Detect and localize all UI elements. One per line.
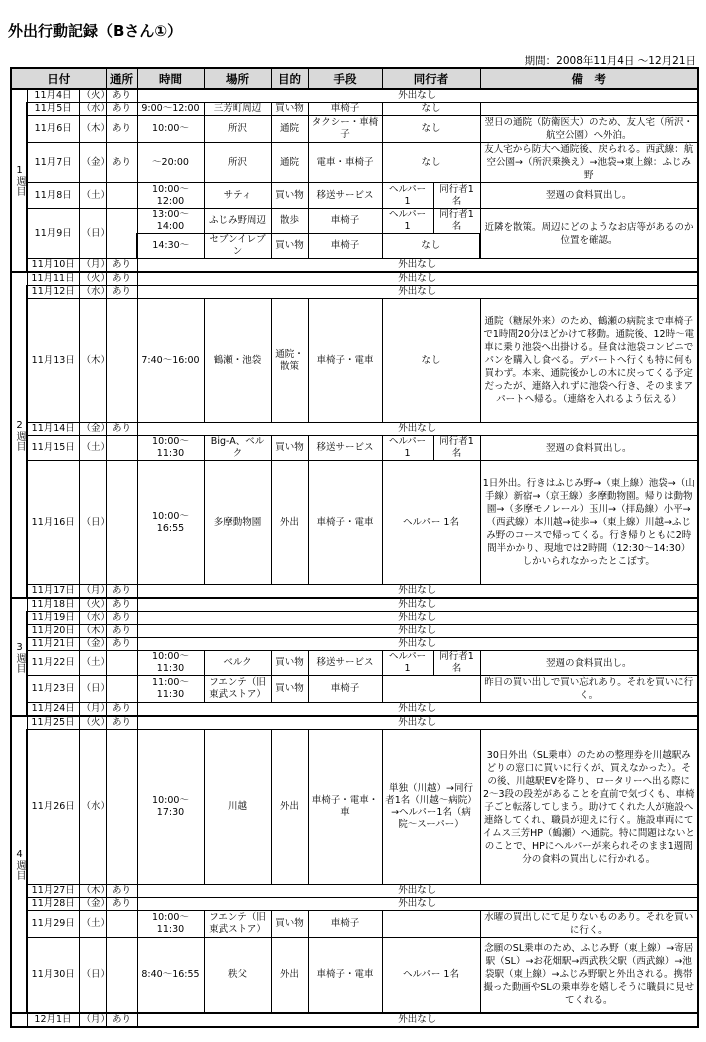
companion-cell: なし [382,116,480,143]
time-cell: 9:00〜12:00 [137,103,204,116]
no-outing-cell: 外出なし [137,898,698,911]
no-outing-cell: 外出なし [137,89,698,103]
companion-cell: 単独（川越）→同行者1名（川越〜病院）→ヘルパー1名（病院〜スーパー） [382,730,480,885]
weekday-cell: （土） [79,183,106,209]
place-cell: 川越 [204,730,271,885]
place-cell: ふじみ野周辺 [204,209,271,234]
date-cell: 11月8日 [27,183,79,209]
time-cell: 〜20:00 [137,143,204,183]
place-cell: 秩父 [204,938,271,1013]
weekday-cell: （月） [79,703,106,717]
table-row [11,259,698,273]
purpose-cell: 外出 [271,938,308,1013]
weekday-cell: （水） [79,286,106,299]
time-cell: 10:00〜 [137,116,204,143]
outing-cell: あり [106,716,137,730]
means-cell: タクシー・車椅子 [308,116,382,143]
week-label-empty [11,1013,27,1027]
table-row [11,651,698,676]
table-row [11,885,698,898]
outing-cell: あり [106,638,137,651]
date-cell: 11月14日 [27,423,79,436]
date-cell: 11月25日 [27,716,79,730]
header-outing: 通所 [106,68,137,89]
note-cell: 昨日の買い出しで買い忘れあり。それを買いに行く。 [480,676,698,703]
weekday-cell: （金） [79,423,106,436]
table-row [11,625,698,638]
weekday-cell: （水） [79,103,106,116]
note-cell [480,103,698,116]
place-cell: ベルク [204,651,271,676]
table-row [11,272,698,286]
companion-cell: なし [382,234,480,259]
header-companion: 同行者 [382,68,480,89]
date-cell: 11月20日 [27,625,79,638]
table-row [11,716,698,730]
purpose-cell: 買い物 [271,911,308,938]
date-cell: 11月7日 [27,143,79,183]
date-cell: 11月13日 [27,299,79,423]
weekday-cell: （土） [79,651,106,676]
companion-cell: なし [382,143,480,183]
outing-cell: あり [106,598,137,612]
place-cell: フエンテ（旧東武ストア） [204,676,271,703]
outing-cell: あり [106,89,137,103]
companion-cell: なし [382,103,480,116]
place-cell: 所沢 [204,116,271,143]
note-cell: 翌週の食料買出し。 [480,436,698,461]
purpose-cell: 外出 [271,730,308,885]
table-row [11,911,698,938]
companion-cell [382,911,480,938]
no-outing-cell: 外出なし [137,272,698,286]
weekday-cell: （火） [79,272,106,286]
table-row [11,143,698,183]
outing-cell: あり [106,286,137,299]
weekday-cell: （月） [79,1013,106,1027]
companion-cell [382,676,480,703]
weekday-cell: （日） [79,209,106,259]
means-cell: 車椅子・電車 [308,299,382,423]
week-label: 1週目 [11,89,27,272]
outing-cell: あり [106,885,137,898]
means-cell: 車椅子 [308,209,382,234]
weekday-cell: （水） [79,612,106,625]
header-row [11,68,698,89]
time-cell: 10:00〜11:30 [137,911,204,938]
page-title: 外出行動記録（Bさん①） [8,22,183,40]
date-cell: 11月24日 [27,703,79,717]
header-place: 場所 [204,68,271,89]
weekday-cell: （日） [79,676,106,703]
no-outing-cell: 外出なし [137,716,698,730]
table-row [11,676,698,703]
outing-cell [106,461,137,585]
table-row [11,286,698,299]
outing-cell [106,209,137,259]
weekday-cell: （木） [79,885,106,898]
date-cell: 11月28日 [27,898,79,911]
no-outing-cell: 外出なし [137,885,698,898]
time-cell: 10:00〜12:00 [137,183,204,209]
place-cell: 多摩動物園 [204,461,271,585]
time-cell: 10:00〜16:55 [137,461,204,585]
place-cell: セブンイレブン [204,234,271,259]
date-cell: 11月30日 [27,938,79,1013]
means-cell: 車椅子 [308,234,382,259]
outing-cell: あり [106,625,137,638]
purpose-cell: 外出 [271,461,308,585]
weekday-cell: （金） [79,638,106,651]
companion-cell: ヘルパー 1 [382,651,433,676]
weekday-cell: （木） [79,116,106,143]
companion-cell: ヘルパー 1 [382,209,433,234]
date-cell: 11月27日 [27,885,79,898]
weekday-cell: （火） [79,598,106,612]
means-cell: 電車・車椅子 [308,143,382,183]
table-row [11,730,698,885]
table-row [11,1013,698,1027]
companion-count-cell: 同行者1名 [433,209,480,234]
outing-cell: あり [106,259,137,273]
date-cell: 11月23日 [27,676,79,703]
date-cell: 11月10日 [27,259,79,273]
date-cell: 11月26日 [27,730,79,885]
table-row [11,103,698,116]
date-cell: 11月17日 [27,585,79,599]
place-cell: 鶴瀬・池袋 [204,299,271,423]
no-outing-cell: 外出なし [137,598,698,612]
no-outing-cell: 外出なし [137,286,698,299]
no-outing-cell: 外出なし [137,1013,698,1027]
header-purpose: 目的 [271,68,308,89]
header-notes: 備 考 [480,68,698,89]
means-cell: 車椅子・電車 [308,461,382,585]
table-row [11,612,698,625]
means-cell: 車椅子 [308,676,382,703]
outing-cell: あり [106,143,137,183]
means-cell: 移送サービス [308,436,382,461]
means-cell: 移送サービス [308,183,382,209]
outing-cell: あり [106,103,137,116]
outing-cell: あり [106,272,137,286]
no-outing-cell: 外出なし [137,625,698,638]
table-row [11,423,698,436]
table-row [11,461,698,585]
purpose-cell: 買い物 [271,676,308,703]
note-cell: 30日外出（SL乗車）のための整理券を川越駅みどりの窓口に買いに行くが、買えなかった）。その後、川越駅EVを降り、ロータリーへ出る際に2〜3段の段差があることを直前で気づくも、車椅子ごと転落してしまう。助けてくれた人が施設へ連絡してくれ、職員が迎えに行く。施設車両にてイムス三芳HP（鶴瀬）へ通院。特に問題はないとのことで、HPにヘルパーが来られそのまま1週間分の食料の買出しに行かれる。 [480,730,698,885]
outing-log-table [10,67,699,1028]
companion-cell: なし [382,299,480,423]
note-cell: 水曜の買出しにて足りないものあり。それを買いに行く。 [480,911,698,938]
note-cell: 翌週の食料買出し。 [480,651,698,676]
table-row [11,209,698,234]
date-cell: 11月16日 [27,461,79,585]
weekday-cell: （火） [79,716,106,730]
header-time: 時間 [137,68,204,89]
table-row [11,89,698,103]
date-cell: 11月21日 [27,638,79,651]
place-cell: Big-A、ベルク [204,436,271,461]
outing-cell: あり [106,585,137,599]
no-outing-cell: 外出なし [137,638,698,651]
outing-cell: あり [106,423,137,436]
table-row [11,116,698,143]
place-cell: 三芳町周辺 [204,103,271,116]
no-outing-cell: 外出なし [137,585,698,599]
date-cell: 11月15日 [27,436,79,461]
companion-cell: ヘルパー 1 [382,183,433,209]
time-cell: 7:40〜16:00 [137,299,204,423]
means-cell: 移送サービス [308,651,382,676]
purpose-cell: 買い物 [271,103,308,116]
time-cell: 14:30〜 [137,234,204,259]
date-cell: 11月22日 [27,651,79,676]
weekday-cell: （土） [79,911,106,938]
time-cell: 8:40〜16:55 [137,938,204,1013]
companion-count-cell: 同行者1名 [433,436,480,461]
outing-cell: あり [106,612,137,625]
companion-count-cell: 同行者1名 [433,183,480,209]
date-cell: 11月18日 [27,598,79,612]
purpose-cell: 散歩 [271,209,308,234]
date-cell: 11月6日 [27,116,79,143]
outing-cell [106,676,137,703]
means-cell: 車椅子 [308,911,382,938]
table-row [11,585,698,599]
outing-cell [106,183,137,209]
weekday-cell: （木） [79,625,106,638]
means-cell: 車椅子・電車・車 [308,730,382,885]
purpose-cell: 買い物 [271,651,308,676]
no-outing-cell: 外出なし [137,612,698,625]
weekday-cell: （金） [79,143,106,183]
outing-cell [106,938,137,1013]
outing-cell: あり [106,116,137,143]
outing-cell [106,730,137,885]
log-body [11,89,698,1027]
time-cell: 13:00〜14:00 [137,209,204,234]
table-row [11,436,698,461]
weekday-cell: （月） [79,585,106,599]
outing-cell [106,436,137,461]
time-cell: 10:00〜11:30 [137,436,204,461]
date-cell: 11月12日 [27,286,79,299]
place-cell: 所沢 [204,143,271,183]
place-cell: サティ [204,183,271,209]
week-label: 3週目 [11,598,27,716]
purpose-cell: 通院 [271,116,308,143]
outing-cell [106,299,137,423]
weekday-cell: （日） [79,938,106,1013]
weekday-cell: （金） [79,898,106,911]
date-cell: 12月1日 [27,1013,79,1027]
note-cell: 友人宅から防大へ通院後、戻られる。西武線：航空公園→（所沢乗換え）→池袋→東上線：ふじみ野 [480,143,698,183]
header-date: 日付 [11,68,106,89]
table-row [11,183,698,209]
table-row [11,938,698,1013]
date-cell: 11月19日 [27,612,79,625]
table-row [11,898,698,911]
weekday-cell: （火） [79,89,106,103]
companion-cell: ヘルパー 1名 [382,938,480,1013]
purpose-cell: 通院 [271,143,308,183]
place-cell: フエンテ（旧東武ストア） [204,911,271,938]
time-cell: 10:00〜11:30 [137,651,204,676]
week-label: 2週目 [11,272,27,598]
note-cell: 翌日の通院（防衛医大）のため、友人宅（所沢・航空公園）へ外泊。 [480,116,698,143]
date-cell: 11月11日 [27,272,79,286]
table-row [11,638,698,651]
note-cell: 翌週の食料買出し。 [480,183,698,209]
outing-cell [106,651,137,676]
outing-cell: あり [106,1013,137,1027]
no-outing-cell: 外出なし [137,259,698,273]
means-cell: 車椅子 [308,103,382,116]
weekday-cell: （土） [79,436,106,461]
means-cell: 車椅子・電車 [308,938,382,1013]
weekday-cell: （月） [79,259,106,273]
companion-cell: ヘルパー 1 [382,436,433,461]
purpose-cell: 買い物 [271,183,308,209]
no-outing-cell: 外出なし [137,423,698,436]
time-cell: 10:00〜17:30 [137,730,204,885]
purpose-cell: 通院・散策 [271,299,308,423]
table-row [11,703,698,717]
date-cell: 11月5日 [27,103,79,116]
outing-cell: あり [106,898,137,911]
note-cell: 1日外出。行きはふじみ野→（東上線）池袋→（山手線）新宿→（京王線）多摩動物園。帰りは動物園→（多摩モノレール）玉川→（拝島線）小平→（西武線）本川越→徒歩→（東上線）川越→ふじみ野のコースで帰ってくる。行き帰りともに2時間半かかり、現地では2時間（12:30〜14:30）しかいられなかったとこぼす。 [480,461,698,585]
purpose-cell: 買い物 [271,234,308,259]
period-range: 期間：2008年11月4日 〜12月21日 [524,55,696,67]
no-outing-cell: 外出なし [137,703,698,717]
weekday-cell: （水） [79,730,106,885]
date-cell: 11月4日 [27,89,79,103]
companion-cell: ヘルパー 1名 [382,461,480,585]
outing-cell: あり [106,703,137,717]
header-means: 手段 [308,68,382,89]
table-row [11,299,698,423]
weekday-cell: （木） [79,299,106,423]
date-cell: 11月29日 [27,911,79,938]
table-row [11,598,698,612]
companion-count-cell: 同行者1名 [433,651,480,676]
note-cell: 念願のSL乗車のため、ふじみ野（東上線）→寄居駅（SL）→お花畑駅→西武秩父駅（西武線）→池袋駅（東上線）→ふじみ野駅と外出される。携帯撮った動画やSLの乗車券を嬉しそうに職員に見せてくれる。 [480,938,698,1013]
outing-cell [106,911,137,938]
week-label: 4週目 [11,716,27,1013]
weekday-cell: （日） [79,461,106,585]
purpose-cell: 買い物 [271,436,308,461]
time-cell: 11:00〜11:30 [137,676,204,703]
date-cell: 11月9日 [27,209,79,259]
note-cell: 近隣を散策。周辺にどのようなお店等があるのか位置を確認。 [480,209,698,259]
note-cell: 通院（糖尿外来）のため、鶴瀬の病院まで車椅子で1時間20分ほどかけて移動。通院後、12時〜電車に乗り池袋へ出掛ける。昼食は池袋コンビニでパンを購入し食べる。デパートへ行くも特に何も買わず。本来、通院後かしの木に戻ってくる予定だったが、連絡入れずに池袋へ行き、そのままアパートへ帰る。（連絡を入れるよう伝える） [480,299,698,423]
